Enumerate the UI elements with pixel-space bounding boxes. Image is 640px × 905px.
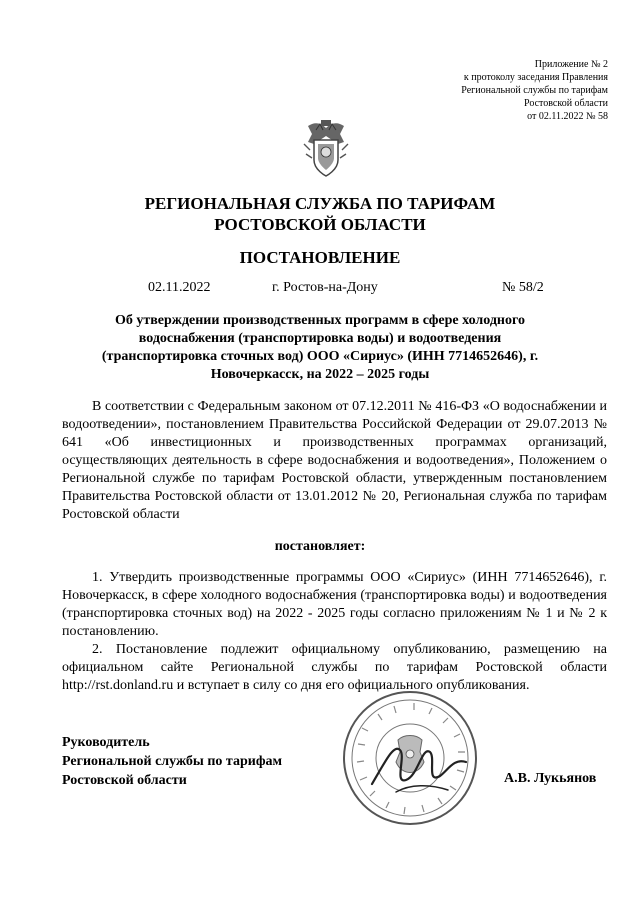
resolution-item-2: 2. Постановление подлежит официальному опубликованию, размещению на официальном сайте Региональной службы по тарифам Ростовской области http://rst.donland.ru и вступает в силу со дня его официального опубликования. <box>62 642 607 693</box>
official-seal-icon <box>340 688 480 828</box>
document-subject: Об утверждении производственных программ в сфере холодного водоснабжения (транспортировка воды) и водоотведения (транспортировка сточных вод) ООО «Сириус» (ИНН 7714652646), г. Новочеркасск, на 2022 – 2025 годы <box>101 313 539 382</box>
appendix-line: от 02.11.2022 № 58 <box>527 111 608 122</box>
resolution-item-1: 1. Утвердить производственные программы ООО «Сириус» (ИНН 7714652646), г. Новочеркасск, в сфере холодного водоснабжения (транспортировка воды) и водоотведения (транспортировка сточных вод) на 2022 - 2025 годы согласно приложениям № 1 и № 2 к постановлению. <box>62 570 607 639</box>
handwritten-signature-icon <box>340 688 480 828</box>
document-type: ПОСТАНОВЛЕНИЕ <box>239 248 401 267</box>
appendix-line: Приложение № 2 <box>534 59 608 70</box>
appendix-line: Региональной службы по тарифам <box>461 85 608 96</box>
document-meta <box>0 280 640 298</box>
signatory-role-line: Руководитель <box>62 735 150 750</box>
appendix-line: к протоколу заседания Правления <box>463 72 608 83</box>
signatory-role-line: Ростовской области <box>62 773 187 788</box>
document-number: № 58/2 <box>502 280 544 295</box>
signatory-name: А.В. Лукьянов <box>504 771 597 786</box>
preamble-paragraph: В соответствии с Федеральным законом от 07.12.2011 № 416-ФЗ «О водоснабжении и водоотведении», постановлением Правительства Российской Федерации от 29.07.2013 № 641 «Об инвестиционных и производственных программах организаций, осуществляющих деятельность в сфере водоснабжения и водоотведения», Положением о Региональной службе по тарифам Ростовской области, утвержденным постановлением Правительства Ростовской области от 13.01.2012 № 20, Региональная служба по тарифам Ростовской области <box>62 399 607 522</box>
document-place: г. Ростов-на-Дону <box>272 280 378 295</box>
signatory-role-line: Региональной службы по тарифам <box>62 754 283 769</box>
signatory-role <box>62 733 282 790</box>
resolve-heading: постановляет: <box>274 539 366 554</box>
appendix-line: Ростовской области <box>524 98 608 109</box>
appendix-note <box>308 58 608 123</box>
organization-title-line: РОСТОВСКОЙ ОБЛАСТИ <box>214 215 426 234</box>
resolution-items <box>62 569 607 695</box>
document-date: 02.11.2022 <box>148 280 211 295</box>
organization-title <box>0 193 640 235</box>
organization-title-line: РЕГИОНАЛЬНАЯ СЛУЖБА ПО ТАРИФАМ <box>144 194 496 213</box>
coat-of-arms-icon <box>300 120 352 180</box>
